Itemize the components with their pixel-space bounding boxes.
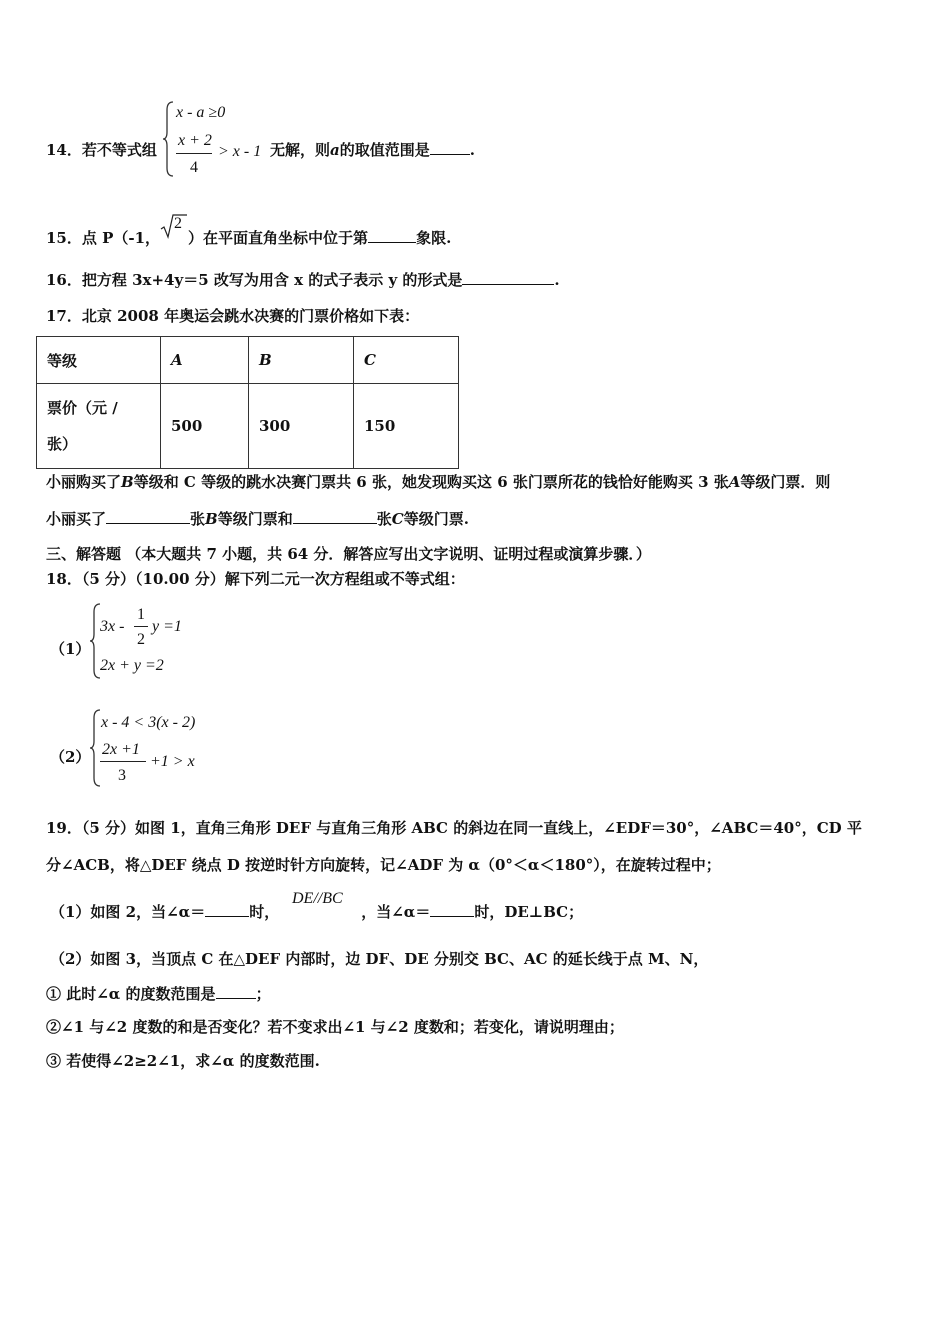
q15-pre: 15．点 P（-1， — [46, 229, 161, 247]
q14-frac-num: x + 2 — [178, 132, 212, 149]
q19-text: （1）如图 2，当∠α＝ — [50, 903, 206, 921]
q14-tail — [270, 141, 475, 159]
q17-grade: B — [121, 473, 134, 491]
q19-text: 时，DE⊥BC； — [474, 903, 584, 921]
table-row — [37, 384, 459, 469]
q19-text: ； — [255, 985, 271, 1003]
q17-intro: 17．北京 2008 年奥运会跳水决赛的门票价格如下表： — [46, 307, 420, 325]
q18-title: 18．（5 分）（10.00 分）解下列二元一次方程组或不等式组： — [46, 570, 465, 588]
q17-text: 等级门票. — [403, 510, 469, 528]
q16-end: . — [554, 271, 560, 289]
q18-p2-ineq2-rest: +1 > x — [150, 753, 195, 770]
q18-part2-label: （2） — [50, 748, 91, 766]
q14-tail-a: 无解，则 — [270, 141, 331, 159]
q19-sub3: ③ 若使得∠2≥2∠1，求∠α 的度数范围. — [46, 1052, 320, 1070]
q17-text: 张 — [376, 510, 392, 528]
table-cell: 500 — [161, 384, 249, 469]
q17-text: 等级门票．则 — [740, 473, 831, 491]
table-header-cell: C — [354, 337, 459, 384]
q19-p1-math: DE//BC — [292, 890, 343, 907]
q17-text: 等级门票和 — [217, 510, 293, 528]
q16-line — [46, 271, 560, 289]
table-row-label — [37, 384, 161, 469]
q19-blank-3[interactable] — [216, 998, 256, 999]
q19-blank-1[interactable] — [205, 916, 249, 917]
q14-brace — [163, 100, 175, 178]
q17-grade: B — [205, 510, 218, 528]
q15-line — [46, 215, 452, 247]
q18-part1-label: （1） — [50, 640, 91, 658]
q18-p1-eq1-b: y =1 — [152, 618, 182, 635]
q18-p2-frac-num: 2x +1 — [102, 741, 140, 758]
q18-p1-eq1-a: 3x - — [100, 618, 125, 635]
q18-p2-frac-bar — [100, 761, 146, 762]
q19-blank-2[interactable] — [430, 916, 474, 917]
q14-end: . — [469, 141, 475, 159]
q19-sub2: ②∠1 与∠2 度数的和是否变化？若不变求出∠1 与∠2 度数和；若变化，请说明理由； — [46, 1018, 624, 1036]
q15-sqrt-arg: 2 — [174, 215, 183, 232]
q15-sqrt — [160, 215, 188, 243]
q17-text: 张 — [190, 510, 206, 528]
q19-text: ① 此时∠α 的度数范围是 — [46, 985, 216, 1003]
q18-p1-eq2: 2x + y =2 — [100, 657, 164, 674]
table-header-cell: 等级 — [37, 337, 161, 384]
q17-grade: C — [391, 510, 404, 528]
q17-blank-b[interactable] — [106, 523, 190, 524]
q18-p1-frac-bar — [134, 626, 148, 627]
q19-part2: （2）如图 3，当顶点 C 在△DEF 内部时，边 DF、DE 分别交 BC、AC 的延长线于点 M、N， — [50, 950, 709, 968]
q19-line-2: 分∠ACB，将△DEF 绕点 D 按逆时针方向旋转，记∠ADF 为 α（0°＜α＜180°），在旋转过程中； — [46, 856, 721, 874]
q17-text: 小丽买了 — [46, 510, 107, 528]
q19-text: 时， — [249, 903, 280, 921]
table-header-cell: A — [161, 337, 249, 384]
table-header-row — [37, 337, 459, 384]
q19-text: ，当∠α＝ — [361, 903, 431, 921]
q14-frac-bar — [176, 153, 212, 154]
q14-frac-den: 4 — [190, 159, 198, 176]
q16-text: 16．把方程 3x+4y＝5 改写为用含 x 的式子表示 y 的形式是 — [46, 271, 463, 289]
q17-grade: A — [728, 473, 741, 491]
q18-p1-frac-num: 1 — [137, 606, 145, 623]
q15-end: 象限. — [416, 229, 452, 247]
table-header-cell: B — [249, 337, 354, 384]
table-cell: 150 — [354, 384, 459, 469]
q18-p2-frac-den: 3 — [118, 767, 126, 784]
q14-tail-b: 的取值范围是 — [339, 141, 430, 159]
q14-ineq-1: x - a ≥0 — [176, 104, 226, 121]
q15-post: ）在平面直角坐标中位于第 — [188, 229, 369, 247]
q17-text: 小丽购买了 — [46, 473, 122, 491]
table-row-label-1: 票价（元 / — [47, 399, 118, 417]
q18-p2-ineq1: x - 4 < 3(x - 2) — [101, 714, 196, 731]
q19-sub1 — [46, 985, 271, 1003]
ticket-price-table — [36, 336, 459, 469]
q17-blank-c[interactable] — [293, 523, 377, 524]
q14-ineq-2-rest: > x - 1 — [218, 143, 262, 160]
q14-var: a — [330, 141, 340, 159]
q14-number: 14．若不等式组 — [46, 141, 157, 159]
q17-text: 等级和 C 等级的跳水决赛门票共 6 张，她发现购买这 6 张门票所花的钱恰好能购买 3 张 — [133, 473, 729, 491]
q16-answer-blank[interactable] — [462, 284, 554, 285]
q19-line-1: 19．（5 分）如图 1，直角三角形 DEF 与直角三角形 ABC 的斜边在同一直线上，∠EDF＝30°，∠ABC＝40°，CD 平 — [46, 819, 862, 837]
q19-part1 — [50, 903, 583, 921]
q17-line-2 — [46, 510, 469, 528]
table-row-label-2: 张） — [47, 435, 78, 453]
q17-line-1 — [46, 473, 830, 491]
section-heading: 三、解答题 （本大题共 7 小题，共 64 分．解答应写出文字说明、证明过程或演算步骤．） — [46, 545, 651, 563]
q18-p1-frac-den: 2 — [137, 631, 145, 648]
q15-answer-blank[interactable] — [368, 242, 416, 243]
table-cell: 300 — [249, 384, 354, 469]
q14-answer-blank[interactable] — [430, 154, 470, 155]
